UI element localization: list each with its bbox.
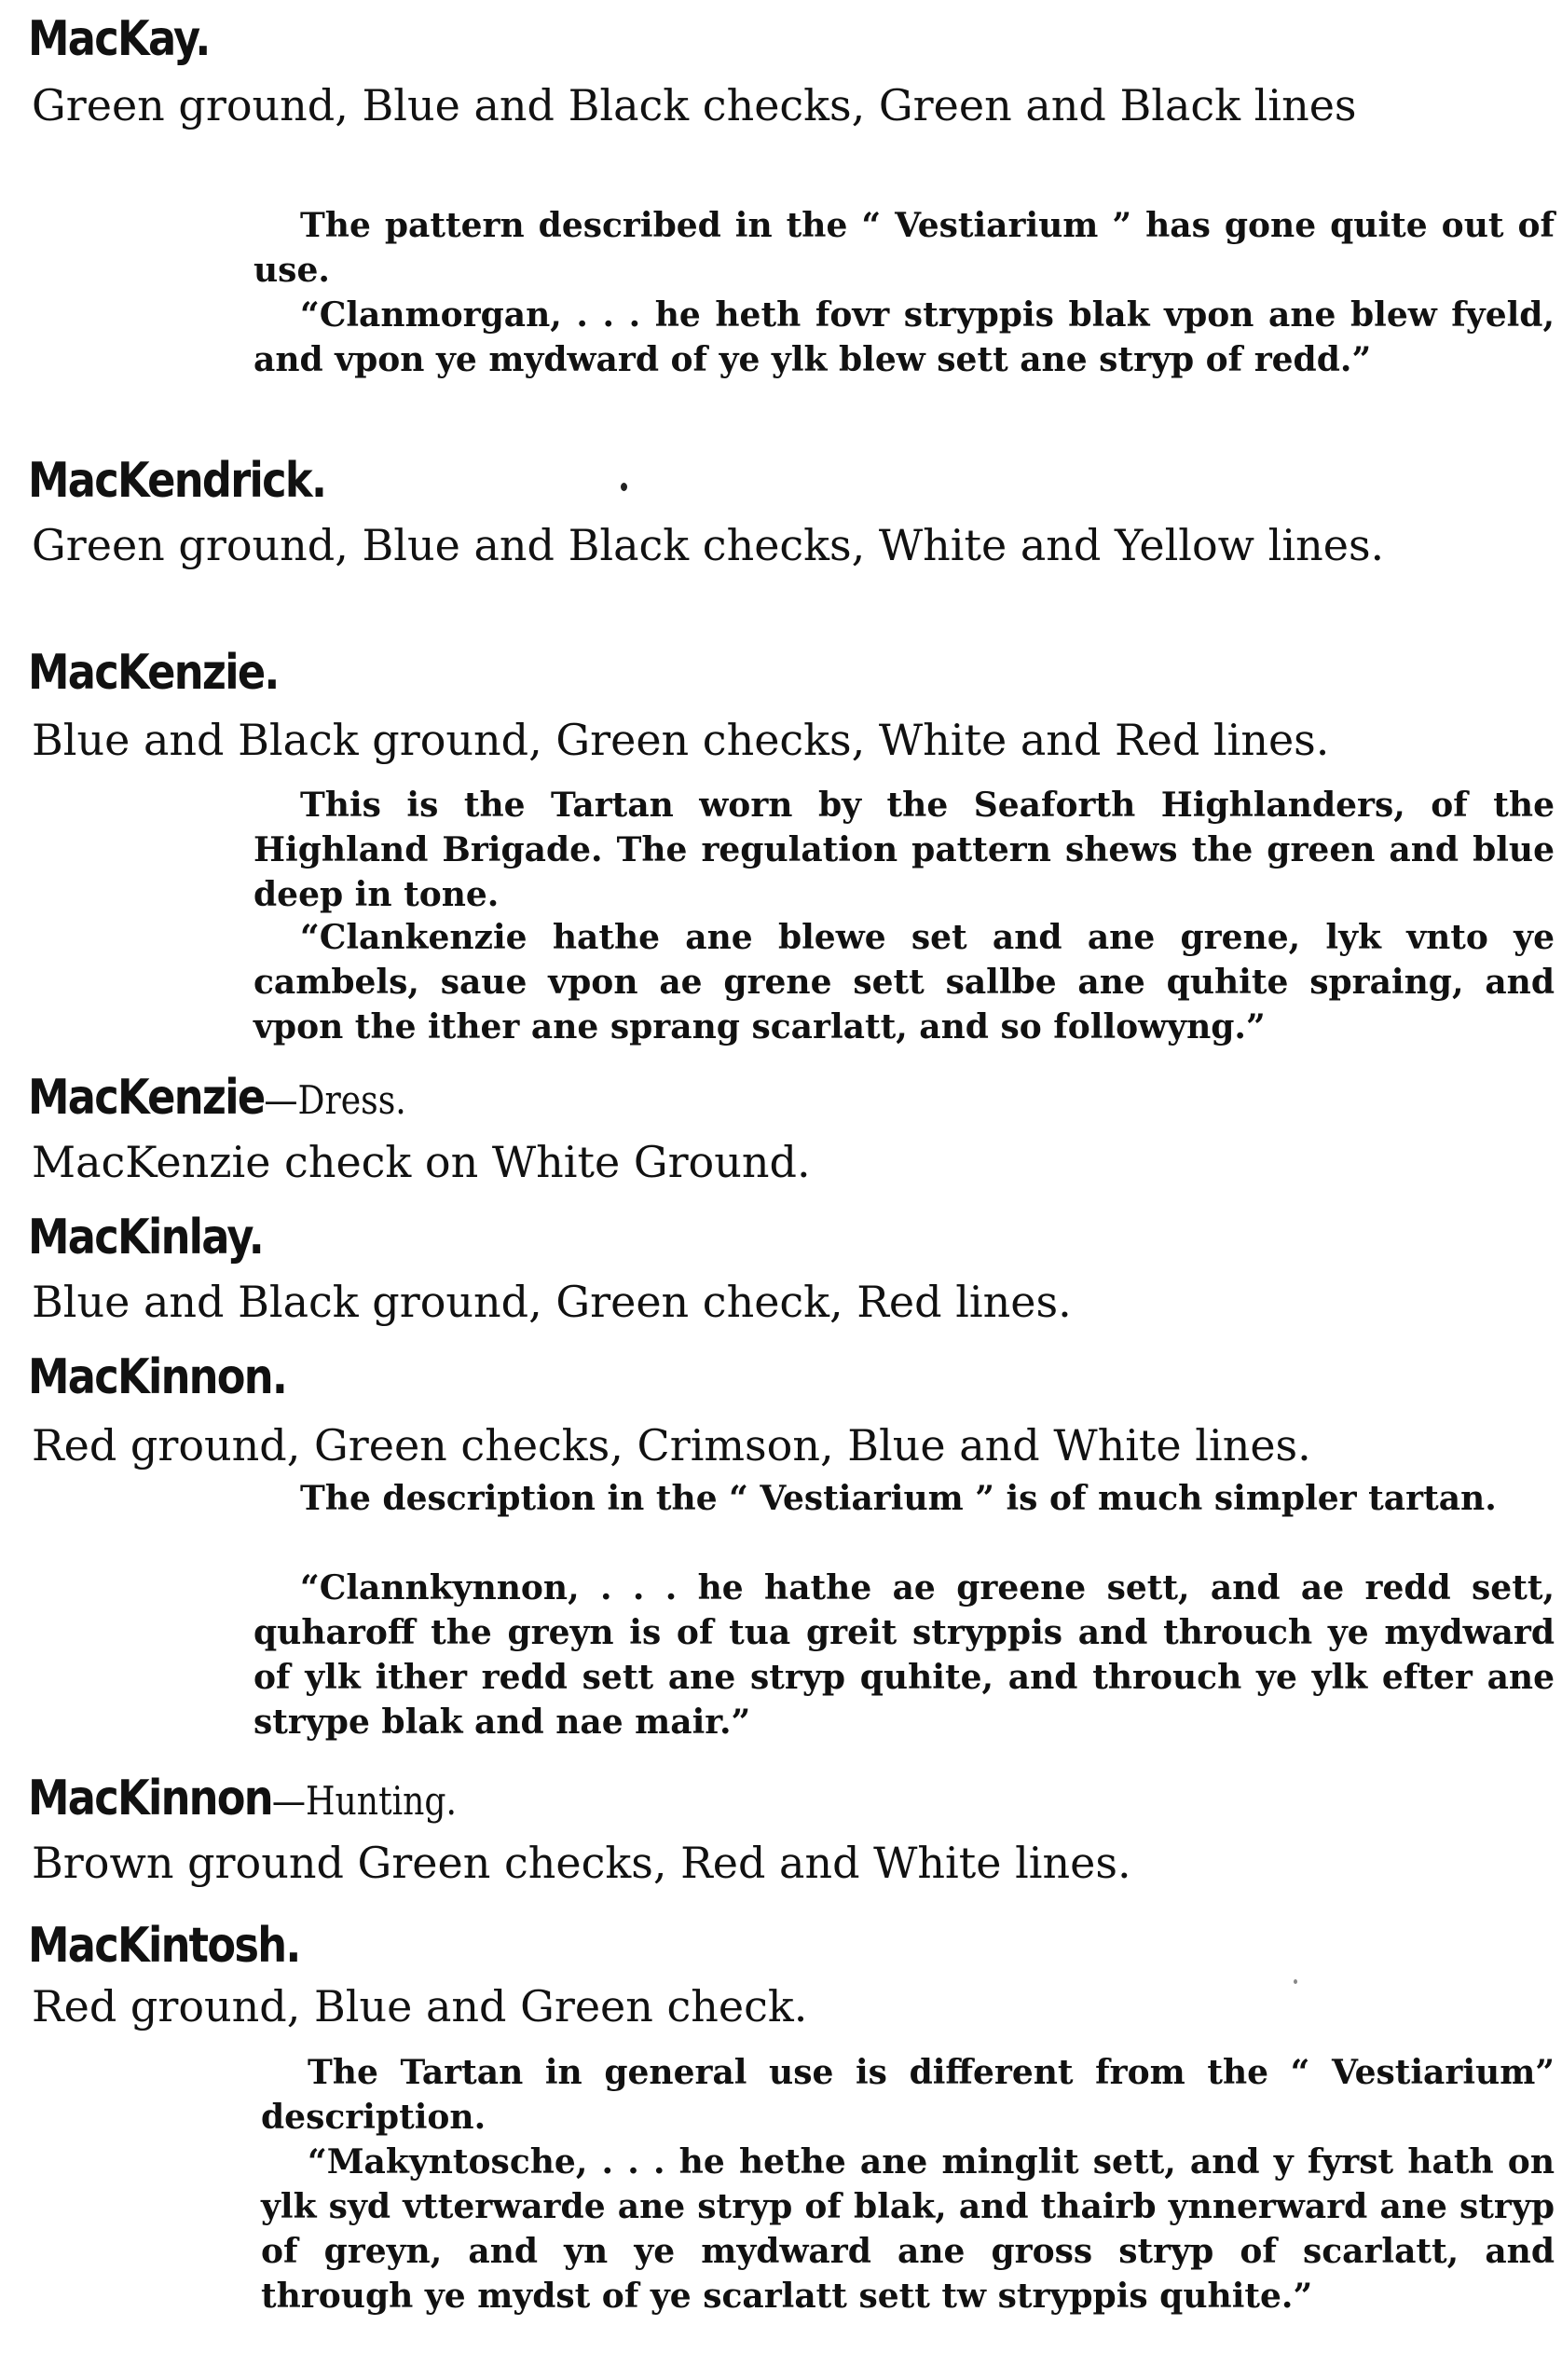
entry-description: Blue and Black ground, Green check, Red lines. bbox=[32, 1277, 1072, 1327]
entry-name: MacKenzie bbox=[28, 1070, 265, 1126]
entry-heading: MacKinlay. bbox=[28, 1210, 263, 1265]
entry-description: Green ground, Blue and Black checks, Green and Black lines bbox=[32, 80, 1357, 130]
entry-description: Green ground, Blue and Black checks, White and Yellow lines. bbox=[32, 520, 1385, 570]
entry-heading: MacKenzie. bbox=[28, 645, 279, 701]
entry-heading bbox=[28, 1771, 457, 1829]
entry-heading: MacKendrick. bbox=[28, 453, 326, 509]
print-speck bbox=[1294, 1979, 1297, 1984]
entry-description: Red ground, Blue and Green check. bbox=[32, 1981, 808, 2031]
entry-note: The Tartan in general use is different from the “ Vestiarium” description. bbox=[261, 2053, 1555, 2137]
entry-heading: MacKinnon. bbox=[28, 1349, 287, 1405]
entry-description: Blue and Black ground, Green checks, White and Red lines. bbox=[32, 715, 1330, 765]
entry-heading: MacKintosh. bbox=[28, 1918, 300, 1974]
print-speck bbox=[621, 483, 627, 491]
entry-heading bbox=[28, 1070, 406, 1128]
entry-suffix: —Hunting. bbox=[271, 1778, 458, 1824]
entry-quote: “Makyntosche, . . . he hethe ane minglit sett, and y fyrst hath on ylk syd vtterwarde ane stryp of blak, and thairb ynnerward ane stryp of greyn, and yn ye mydward ane gross stryp of scarlatt, and through ye mydst of ye scarlatt sett tw stryppis quhite.” bbox=[261, 2142, 1555, 2316]
entry-quote: “Clanmorgan, . . . he heth fovr stryppis blak vpon ane blew fyeld, and vpon ye mydward of ye ylk blew sett ane stryp of redd.” bbox=[253, 295, 1555, 379]
entry-name: MacKinnon bbox=[28, 1771, 272, 1826]
entry-note: The description in the “ Vestiarium ” is of much simpler tartan. bbox=[300, 1479, 1497, 1518]
entry-description: Brown ground Green checks, Red and White lines. bbox=[32, 1838, 1131, 1888]
entry-quote: “Clannkynnon, . . . he hathe ae greene sett, and ae redd sett, quharoff the greyn is of tua greit stryppis and throuch ye mydward of ylk ither redd sett ane stryp quhite, and throuch ye ylk efter ane strype blak and nae mair.” bbox=[253, 1568, 1555, 1742]
entry-description: MacKenzie check on White Ground. bbox=[32, 1137, 811, 1187]
entry-description: Red ground, Green checks, Crimson, Blue and White lines. bbox=[32, 1420, 1311, 1470]
entry-quote: “Clankenzie hathe ane blewe set and ane grene, lyk vnto ye cambels, saue vpon ae grene sett sallbe ane quhite spraing, and vpon the ither ane sprang scarlatt, and so followyng.” bbox=[253, 918, 1555, 1046]
entry-note: The pattern described in the “ Vestiarium ” has gone quite out of use. bbox=[253, 206, 1555, 290]
entry-suffix: —Dress. bbox=[264, 1077, 406, 1123]
entry-note: This is the Tartan worn by the Seaforth Highlanders, of the Highland Brigade. The regulation pattern shews the green and blue deep in tone. bbox=[253, 786, 1555, 914]
entry-heading: MacKay. bbox=[28, 11, 210, 67]
